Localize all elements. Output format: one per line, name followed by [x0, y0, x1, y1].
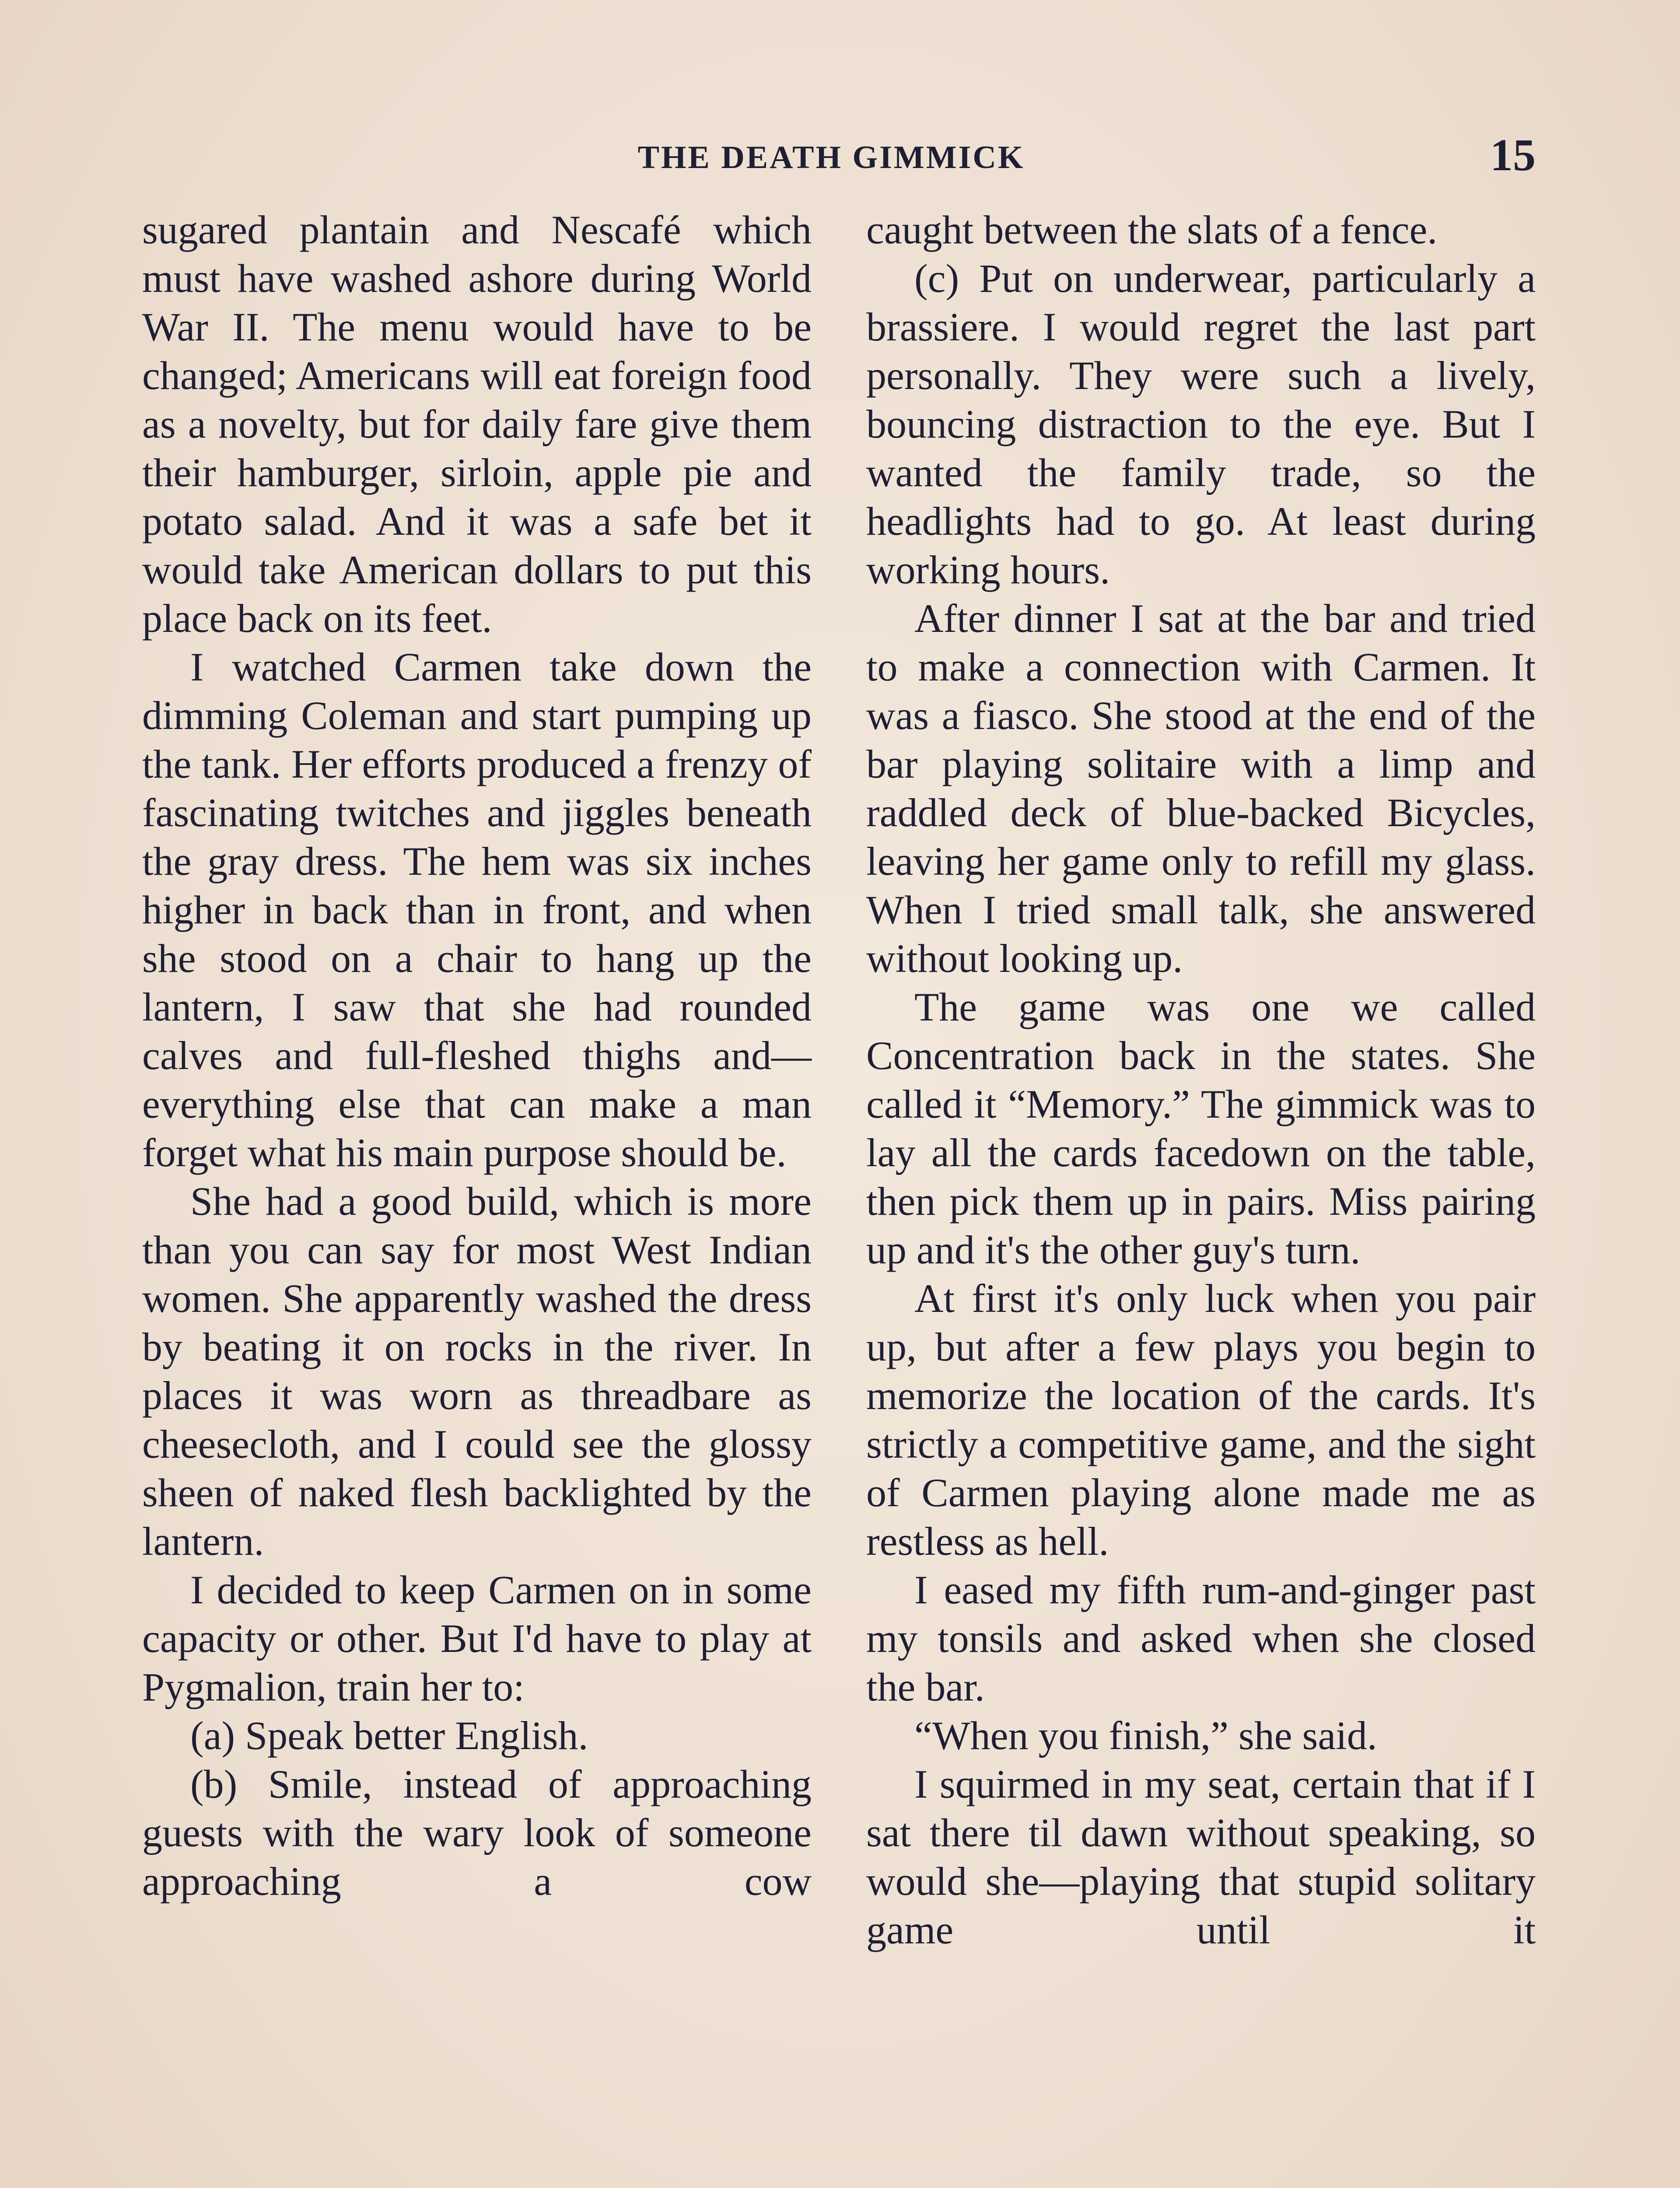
paragraph: caught between the slats of a fence.: [866, 207, 1438, 252]
list-item: (a) Speak better English.: [190, 1713, 588, 1758]
paragraph: sugared plantain and Nescafé which must have washed ashore during World War II. The menu would have to be changed; Americans will eat foreign food as a novelty, but for daily fare give them their hamburger, sirloin, apple pie and potato salad. And it was a safe bet it would take American dollars to put this place back on its feet.: [142, 207, 812, 641]
paragraph: She had a good build, which is more than you can say for most West Indian women. She apparently washed the dress by beating it on rocks in the river. In places it was worn as threadbare as cheesecloth, and I could see the glossy sheen of naked flesh backlighted by the lantern.: [142, 1179, 812, 1564]
paragraph: I decided to keep Carmen on in some capacity or other. But I'd have to play at Pygmalion, train her to:: [142, 1567, 812, 1709]
paragraph: At first it's only luck when you pair up, but after a few plays you begin to memorize the location of the cards. It's strictly a competitive game, and the sight of Carmen playing alone made me as restless as hell.: [866, 1276, 1536, 1564]
paragraph: After dinner I sat at the bar and tried to make a connection with Carmen. It was a fiasco. She stood at the end of the bar playing solitaire with a limp and raddled deck of blue-backed Bicycles, leaving her game only to refill my glass. When I tried small talk, she answered without looking up.: [866, 596, 1536, 981]
left-column: [142, 206, 812, 1906]
list-item: (b) Smile, instead of approaching guests with the wary look of someone approaching a cow: [142, 1762, 812, 1904]
paragraph: The game was one we called Concentration back in the states. She called it “Memory.” The gimmick was to lay all the cards facedown on the table, then pick them up in pairs. Miss pairing up and it's the other guy's turn.: [866, 985, 1536, 1272]
page-number: 15: [1490, 130, 1536, 180]
right-column: [866, 206, 1536, 1954]
running-title: THE DEATH GIMMICK: [637, 140, 1025, 175]
paragraph: I eased my fifth rum-and-ginger past my tonsils and asked when she closed the bar.: [866, 1567, 1536, 1709]
paragraph: I squirmed in my seat, certain that if I sat there til dawn without speaking, so would she—playing that stupid solitary game until it: [866, 1762, 1536, 1952]
paragraph: I watched Carmen take down the dimming Coleman and start pumping up the tank. Her efforts produced a frenzy of fascinating twitches and jiggles beneath the gray dress. The hem was six inches higher in back than in front, and when she stood on a chair to hang up the lantern, I saw that she had rounded calves and full-fleshed thighs and—everything else that can make a man forget what his main purpose should be.: [142, 645, 812, 1175]
paragraph: “When you finish,” she said.: [914, 1713, 1377, 1758]
list-item: (c) Put on underwear, particularly a brassiere. I would regret the last part personally. They were such a lively, bouncing distraction to the eye. But I wanted the family trade, so the headlights had to go. At least during working hours.: [866, 256, 1536, 592]
